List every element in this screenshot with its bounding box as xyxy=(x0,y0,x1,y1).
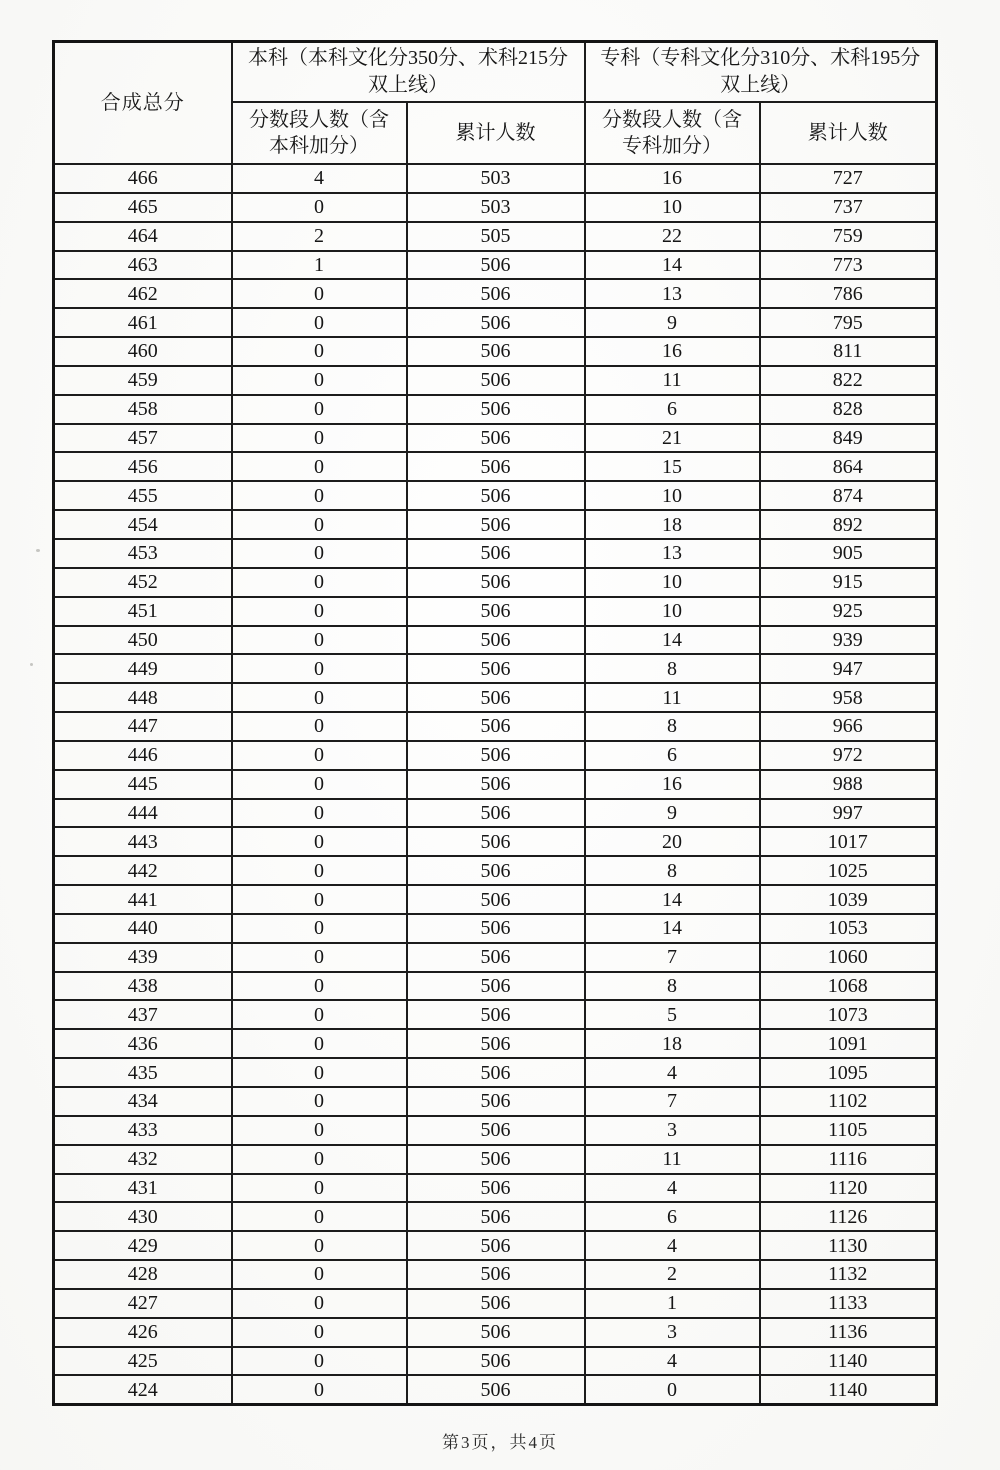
cell-composite-score: 445 xyxy=(54,770,232,799)
cell-zhuanke-cumulative-count: 1140 xyxy=(760,1347,937,1376)
table-row xyxy=(54,1000,937,1029)
cell-benke-segment-count: 0 xyxy=(232,972,407,1001)
cell-zhuanke-cumulative-count: 727 xyxy=(760,164,937,193)
cell-composite-score: 428 xyxy=(54,1260,232,1289)
cell-zhuanke-cumulative-count: 795 xyxy=(760,308,937,337)
cell-benke-segment-count: 0 xyxy=(232,1347,407,1376)
table-row xyxy=(54,741,937,770)
cell-zhuanke-segment-count: 3 xyxy=(585,1116,760,1145)
cell-benke-cumulative-count: 506 xyxy=(407,1174,585,1203)
table-row xyxy=(54,1375,937,1404)
cell-composite-score: 462 xyxy=(54,279,232,308)
cell-zhuanke-segment-count: 14 xyxy=(585,251,760,280)
cell-benke-segment-count: 0 xyxy=(232,827,407,856)
cell-benke-segment-count: 0 xyxy=(232,654,407,683)
cell-composite-score: 430 xyxy=(54,1202,232,1231)
cell-benke-segment-count: 1 xyxy=(232,251,407,280)
table-row xyxy=(54,452,937,481)
cell-benke-segment-count: 0 xyxy=(232,597,407,626)
cell-zhuanke-cumulative-count: 1105 xyxy=(760,1116,937,1145)
table-row xyxy=(54,799,937,828)
cell-zhuanke-segment-count: 22 xyxy=(585,222,760,251)
table-row xyxy=(54,424,937,453)
cell-benke-cumulative-count: 506 xyxy=(407,1058,585,1087)
table-row xyxy=(54,222,937,251)
table-header xyxy=(54,42,937,165)
cell-composite-score: 429 xyxy=(54,1231,232,1260)
cell-zhuanke-cumulative-count: 966 xyxy=(760,712,937,741)
cell-zhuanke-segment-count: 6 xyxy=(585,1202,760,1231)
table-row xyxy=(54,1260,937,1289)
cell-benke-cumulative-count: 506 xyxy=(407,972,585,1001)
cell-zhuanke-segment-count: 5 xyxy=(585,1000,760,1029)
cell-composite-score: 437 xyxy=(54,1000,232,1029)
cell-composite-score: 440 xyxy=(54,914,232,943)
cell-composite-score: 454 xyxy=(54,510,232,539)
cell-benke-cumulative-count: 506 xyxy=(407,626,585,655)
cell-zhuanke-cumulative-count: 811 xyxy=(760,337,937,366)
cell-composite-score: 425 xyxy=(54,1347,232,1376)
cell-benke-segment-count: 0 xyxy=(232,337,407,366)
cell-benke-segment-count: 0 xyxy=(232,914,407,943)
cell-composite-score: 436 xyxy=(54,1029,232,1058)
cell-benke-segment-count: 0 xyxy=(232,539,407,568)
cell-benke-segment-count: 0 xyxy=(232,712,407,741)
cell-zhuanke-segment-count: 16 xyxy=(585,337,760,366)
table-row xyxy=(54,1116,937,1145)
table-row xyxy=(54,1289,937,1318)
cell-benke-segment-count: 0 xyxy=(232,1375,407,1404)
cell-composite-score: 431 xyxy=(54,1174,232,1203)
cell-benke-segment-count: 0 xyxy=(232,1260,407,1289)
cell-benke-segment-count: 0 xyxy=(232,1174,407,1203)
cell-benke-segment-count: 0 xyxy=(232,1318,407,1347)
cell-composite-score: 446 xyxy=(54,741,232,770)
cell-zhuanke-cumulative-count: 947 xyxy=(760,654,937,683)
cell-benke-segment-count: 0 xyxy=(232,366,407,395)
cell-zhuanke-segment-count: 18 xyxy=(585,1029,760,1058)
cell-zhuanke-cumulative-count: 1132 xyxy=(760,1260,937,1289)
cell-benke-cumulative-count: 506 xyxy=(407,1145,585,1174)
cell-composite-score: 448 xyxy=(54,683,232,712)
cell-benke-cumulative-count: 506 xyxy=(407,424,585,453)
cell-zhuanke-cumulative-count: 939 xyxy=(760,626,937,655)
cell-benke-segment-count: 0 xyxy=(232,424,407,453)
table-row xyxy=(54,597,937,626)
cell-benke-cumulative-count: 506 xyxy=(407,1260,585,1289)
cell-zhuanke-cumulative-count: 1068 xyxy=(760,972,937,1001)
cell-benke-cumulative-count: 506 xyxy=(407,799,585,828)
cell-zhuanke-segment-count: 8 xyxy=(585,712,760,741)
cell-zhuanke-cumulative-count: 1102 xyxy=(760,1087,937,1116)
cell-zhuanke-segment-count: 13 xyxy=(585,279,760,308)
cell-zhuanke-segment-count: 10 xyxy=(585,568,760,597)
cell-benke-segment-count: 0 xyxy=(232,395,407,424)
cell-zhuanke-segment-count: 16 xyxy=(585,164,760,193)
cell-benke-cumulative-count: 506 xyxy=(407,1000,585,1029)
table-row xyxy=(54,626,937,655)
cell-benke-cumulative-count: 506 xyxy=(407,943,585,972)
table-row xyxy=(54,193,937,222)
cell-composite-score: 461 xyxy=(54,308,232,337)
cell-zhuanke-cumulative-count: 997 xyxy=(760,799,937,828)
cell-zhuanke-segment-count: 2 xyxy=(585,1260,760,1289)
cell-zhuanke-segment-count: 1 xyxy=(585,1289,760,1318)
cell-composite-score: 452 xyxy=(54,568,232,597)
cell-composite-score: 457 xyxy=(54,424,232,453)
cell-zhuanke-cumulative-count: 786 xyxy=(760,279,937,308)
cell-zhuanke-segment-count: 16 xyxy=(585,770,760,799)
cell-zhuanke-segment-count: 20 xyxy=(585,827,760,856)
cell-benke-segment-count: 0 xyxy=(232,452,407,481)
cell-composite-score: 464 xyxy=(54,222,232,251)
cell-benke-cumulative-count: 506 xyxy=(407,481,585,510)
cell-composite-score: 463 xyxy=(54,251,232,280)
table-row xyxy=(54,1347,937,1376)
cell-benke-cumulative-count: 506 xyxy=(407,914,585,943)
cell-zhuanke-cumulative-count: 1060 xyxy=(760,943,937,972)
cell-zhuanke-cumulative-count: 1136 xyxy=(760,1318,937,1347)
cell-benke-cumulative-count: 503 xyxy=(407,164,585,193)
cell-benke-cumulative-count: 506 xyxy=(407,366,585,395)
cell-benke-cumulative-count: 506 xyxy=(407,1029,585,1058)
cell-zhuanke-segment-count: 10 xyxy=(585,193,760,222)
cell-zhuanke-cumulative-count: 915 xyxy=(760,568,937,597)
cell-benke-segment-count: 0 xyxy=(232,1029,407,1058)
page-number-footer: 第3页，共4页 xyxy=(442,1433,558,1452)
cell-zhuanke-cumulative-count: 1039 xyxy=(760,885,937,914)
cell-composite-score: 442 xyxy=(54,856,232,885)
table-row xyxy=(54,510,937,539)
cell-zhuanke-cumulative-count: 1140 xyxy=(760,1375,937,1404)
cell-zhuanke-segment-count: 4 xyxy=(585,1174,760,1203)
table-row xyxy=(54,337,937,366)
cell-zhuanke-cumulative-count: 874 xyxy=(760,481,937,510)
cell-benke-cumulative-count: 506 xyxy=(407,827,585,856)
group-header-row xyxy=(54,42,937,103)
cell-benke-cumulative-count: 506 xyxy=(407,1087,585,1116)
cell-benke-segment-count: 0 xyxy=(232,683,407,712)
cell-zhuanke-cumulative-count: 1126 xyxy=(760,1202,937,1231)
cell-zhuanke-segment-count: 4 xyxy=(585,1347,760,1376)
table-row xyxy=(54,1174,937,1203)
cell-composite-score: 465 xyxy=(54,193,232,222)
table-row xyxy=(54,914,937,943)
cell-zhuanke-segment-count: 14 xyxy=(585,885,760,914)
cell-zhuanke-cumulative-count: 773 xyxy=(760,251,937,280)
cell-benke-cumulative-count: 506 xyxy=(407,597,585,626)
cell-zhuanke-cumulative-count: 958 xyxy=(760,683,937,712)
cell-zhuanke-cumulative-count: 1120 xyxy=(760,1174,937,1203)
cell-zhuanke-cumulative-count: 1053 xyxy=(760,914,937,943)
cell-zhuanke-cumulative-count: 1095 xyxy=(760,1058,937,1087)
cell-zhuanke-segment-count: 0 xyxy=(585,1375,760,1404)
cell-benke-segment-count: 2 xyxy=(232,222,407,251)
cell-zhuanke-segment-count: 4 xyxy=(585,1231,760,1260)
cell-benke-segment-count: 0 xyxy=(232,481,407,510)
cell-zhuanke-cumulative-count: 1073 xyxy=(760,1000,937,1029)
cell-benke-segment-count: 0 xyxy=(232,1231,407,1260)
column-group-header-zhuanke: 专科（专科文化分310分、术科195分双上线） xyxy=(585,42,937,103)
cell-composite-score: 456 xyxy=(54,452,232,481)
cell-zhuanke-segment-count: 21 xyxy=(585,424,760,453)
cell-benke-cumulative-count: 506 xyxy=(407,539,585,568)
cell-composite-score: 455 xyxy=(54,481,232,510)
table-row xyxy=(54,568,937,597)
cell-composite-score: 426 xyxy=(54,1318,232,1347)
cell-benke-cumulative-count: 506 xyxy=(407,654,585,683)
cell-composite-score: 450 xyxy=(54,626,232,655)
cell-benke-segment-count: 0 xyxy=(232,1145,407,1174)
table-row xyxy=(54,164,937,193)
cell-zhuanke-segment-count: 9 xyxy=(585,799,760,828)
table-row xyxy=(54,366,937,395)
cell-zhuanke-cumulative-count: 849 xyxy=(760,424,937,453)
cell-benke-cumulative-count: 506 xyxy=(407,1231,585,1260)
cell-benke-cumulative-count: 506 xyxy=(407,251,585,280)
table-row xyxy=(54,279,937,308)
cell-benke-cumulative-count: 506 xyxy=(407,856,585,885)
cell-zhuanke-cumulative-count: 822 xyxy=(760,366,937,395)
cell-zhuanke-segment-count: 13 xyxy=(585,539,760,568)
cell-benke-cumulative-count: 506 xyxy=(407,741,585,770)
cell-benke-cumulative-count: 506 xyxy=(407,279,585,308)
table-row xyxy=(54,943,937,972)
scan-speckle xyxy=(36,549,40,552)
cell-composite-score: 453 xyxy=(54,539,232,568)
cell-zhuanke-segment-count: 6 xyxy=(585,741,760,770)
cell-composite-score: 443 xyxy=(54,827,232,856)
scan-speckle xyxy=(30,663,33,666)
cell-zhuanke-cumulative-count: 972 xyxy=(760,741,937,770)
table-row xyxy=(54,712,937,741)
cell-benke-segment-count: 0 xyxy=(232,1202,407,1231)
cell-composite-score: 449 xyxy=(54,654,232,683)
cell-zhuanke-segment-count: 11 xyxy=(585,1145,760,1174)
cell-benke-cumulative-count: 506 xyxy=(407,1116,585,1145)
cell-zhuanke-segment-count: 8 xyxy=(585,654,760,683)
cell-benke-cumulative-count: 506 xyxy=(407,1347,585,1376)
table-row xyxy=(54,654,937,683)
cell-composite-score: 447 xyxy=(54,712,232,741)
column-header-composite-score: 合成总分 xyxy=(54,42,232,165)
cell-zhuanke-segment-count: 11 xyxy=(585,683,760,712)
cell-benke-segment-count: 0 xyxy=(232,1000,407,1029)
cell-benke-cumulative-count: 503 xyxy=(407,193,585,222)
cell-benke-cumulative-count: 506 xyxy=(407,1375,585,1404)
cell-benke-cumulative-count: 506 xyxy=(407,1202,585,1231)
cell-zhuanke-segment-count: 15 xyxy=(585,452,760,481)
cell-benke-segment-count: 0 xyxy=(232,1087,407,1116)
cell-composite-score: 466 xyxy=(54,164,232,193)
cell-zhuanke-segment-count: 18 xyxy=(585,510,760,539)
table-row xyxy=(54,1231,937,1260)
cell-zhuanke-segment-count: 4 xyxy=(585,1058,760,1087)
cell-zhuanke-cumulative-count: 892 xyxy=(760,510,937,539)
cell-benke-cumulative-count: 506 xyxy=(407,308,585,337)
table-row xyxy=(54,251,937,280)
table-row xyxy=(54,827,937,856)
cell-zhuanke-cumulative-count: 988 xyxy=(760,770,937,799)
cell-zhuanke-segment-count: 7 xyxy=(585,1087,760,1116)
cell-zhuanke-cumulative-count: 1133 xyxy=(760,1289,937,1318)
cell-benke-segment-count: 0 xyxy=(232,510,407,539)
cell-benke-cumulative-count: 506 xyxy=(407,1289,585,1318)
cell-benke-cumulative-count: 506 xyxy=(407,510,585,539)
column-header-benke-cumulative-count: 累计人数 xyxy=(407,102,585,164)
cell-zhuanke-cumulative-count: 1091 xyxy=(760,1029,937,1058)
cell-benke-segment-count: 4 xyxy=(232,164,407,193)
cell-composite-score: 451 xyxy=(54,597,232,626)
cell-zhuanke-segment-count: 8 xyxy=(585,972,760,1001)
cell-composite-score: 424 xyxy=(54,1375,232,1404)
table-row xyxy=(54,972,937,1001)
cell-zhuanke-cumulative-count: 1130 xyxy=(760,1231,937,1260)
cell-composite-score: 458 xyxy=(54,395,232,424)
cell-zhuanke-cumulative-count: 737 xyxy=(760,193,937,222)
cell-benke-segment-count: 0 xyxy=(232,279,407,308)
cell-benke-segment-count: 0 xyxy=(232,1116,407,1145)
cell-zhuanke-segment-count: 9 xyxy=(585,308,760,337)
cell-benke-segment-count: 0 xyxy=(232,741,407,770)
cell-benke-cumulative-count: 506 xyxy=(407,712,585,741)
cell-benke-cumulative-count: 506 xyxy=(407,1318,585,1347)
cell-composite-score: 435 xyxy=(54,1058,232,1087)
table-row xyxy=(54,1029,937,1058)
cell-zhuanke-segment-count: 14 xyxy=(585,914,760,943)
cell-benke-segment-count: 0 xyxy=(232,1058,407,1087)
cell-benke-cumulative-count: 506 xyxy=(407,452,585,481)
cell-zhuanke-cumulative-count: 864 xyxy=(760,452,937,481)
table-row xyxy=(54,1058,937,1087)
cell-benke-cumulative-count: 506 xyxy=(407,568,585,597)
cell-composite-score: 432 xyxy=(54,1145,232,1174)
table-row xyxy=(54,395,937,424)
cell-benke-segment-count: 0 xyxy=(232,856,407,885)
cell-benke-cumulative-count: 506 xyxy=(407,337,585,366)
cell-benke-segment-count: 0 xyxy=(232,799,407,828)
cell-zhuanke-segment-count: 10 xyxy=(585,597,760,626)
cell-composite-score: 438 xyxy=(54,972,232,1001)
cell-benke-cumulative-count: 506 xyxy=(407,683,585,712)
cell-benke-segment-count: 0 xyxy=(232,770,407,799)
cell-zhuanke-cumulative-count: 925 xyxy=(760,597,937,626)
cell-zhuanke-cumulative-count: 828 xyxy=(760,395,937,424)
cell-composite-score: 439 xyxy=(54,943,232,972)
table-row xyxy=(54,885,937,914)
cell-benke-segment-count: 0 xyxy=(232,885,407,914)
cell-benke-cumulative-count: 506 xyxy=(407,885,585,914)
cell-zhuanke-segment-count: 14 xyxy=(585,626,760,655)
column-group-header-benke: 本科（本科文化分350分、术科215分双上线） xyxy=(232,42,585,103)
cell-composite-score: 444 xyxy=(54,799,232,828)
cell-zhuanke-cumulative-count: 759 xyxy=(760,222,937,251)
cell-composite-score: 441 xyxy=(54,885,232,914)
table-row xyxy=(54,856,937,885)
table-row xyxy=(54,683,937,712)
cell-zhuanke-segment-count: 6 xyxy=(585,395,760,424)
table-row xyxy=(54,1145,937,1174)
cell-zhuanke-cumulative-count: 1116 xyxy=(760,1145,937,1174)
cell-composite-score: 460 xyxy=(54,337,232,366)
cell-composite-score: 427 xyxy=(54,1289,232,1318)
cell-benke-segment-count: 0 xyxy=(232,943,407,972)
cell-composite-score: 434 xyxy=(54,1087,232,1116)
cell-composite-score: 433 xyxy=(54,1116,232,1145)
column-header-zhuanke-cumulative-count: 累计人数 xyxy=(760,102,937,164)
cell-composite-score: 459 xyxy=(54,366,232,395)
cell-zhuanke-segment-count: 3 xyxy=(585,1318,760,1347)
cell-benke-segment-count: 0 xyxy=(232,193,407,222)
table-row xyxy=(54,1087,937,1116)
table-row xyxy=(54,308,937,337)
cell-zhuanke-segment-count: 11 xyxy=(585,366,760,395)
score-distribution-table xyxy=(52,40,938,1406)
cell-benke-segment-count: 0 xyxy=(232,626,407,655)
column-header-zhuanke-segment-count: 分数段人数（含专科加分） xyxy=(585,102,760,164)
cell-benke-segment-count: 0 xyxy=(232,568,407,597)
cell-zhuanke-segment-count: 8 xyxy=(585,856,760,885)
table-body xyxy=(54,164,937,1404)
cell-zhuanke-segment-count: 10 xyxy=(585,481,760,510)
table-row xyxy=(54,1202,937,1231)
cell-zhuanke-cumulative-count: 1025 xyxy=(760,856,937,885)
cell-benke-cumulative-count: 506 xyxy=(407,770,585,799)
cell-zhuanke-cumulative-count: 1017 xyxy=(760,827,937,856)
cell-benke-cumulative-count: 506 xyxy=(407,395,585,424)
cell-zhuanke-segment-count: 7 xyxy=(585,943,760,972)
cell-benke-cumulative-count: 505 xyxy=(407,222,585,251)
table-row xyxy=(54,539,937,568)
cell-benke-segment-count: 0 xyxy=(232,1289,407,1318)
cell-zhuanke-cumulative-count: 905 xyxy=(760,539,937,568)
table-row xyxy=(54,770,937,799)
column-header-benke-segment-count: 分数段人数（含本科加分） xyxy=(232,102,407,164)
table-row xyxy=(54,1318,937,1347)
cell-benke-segment-count: 0 xyxy=(232,308,407,337)
table-row xyxy=(54,481,937,510)
